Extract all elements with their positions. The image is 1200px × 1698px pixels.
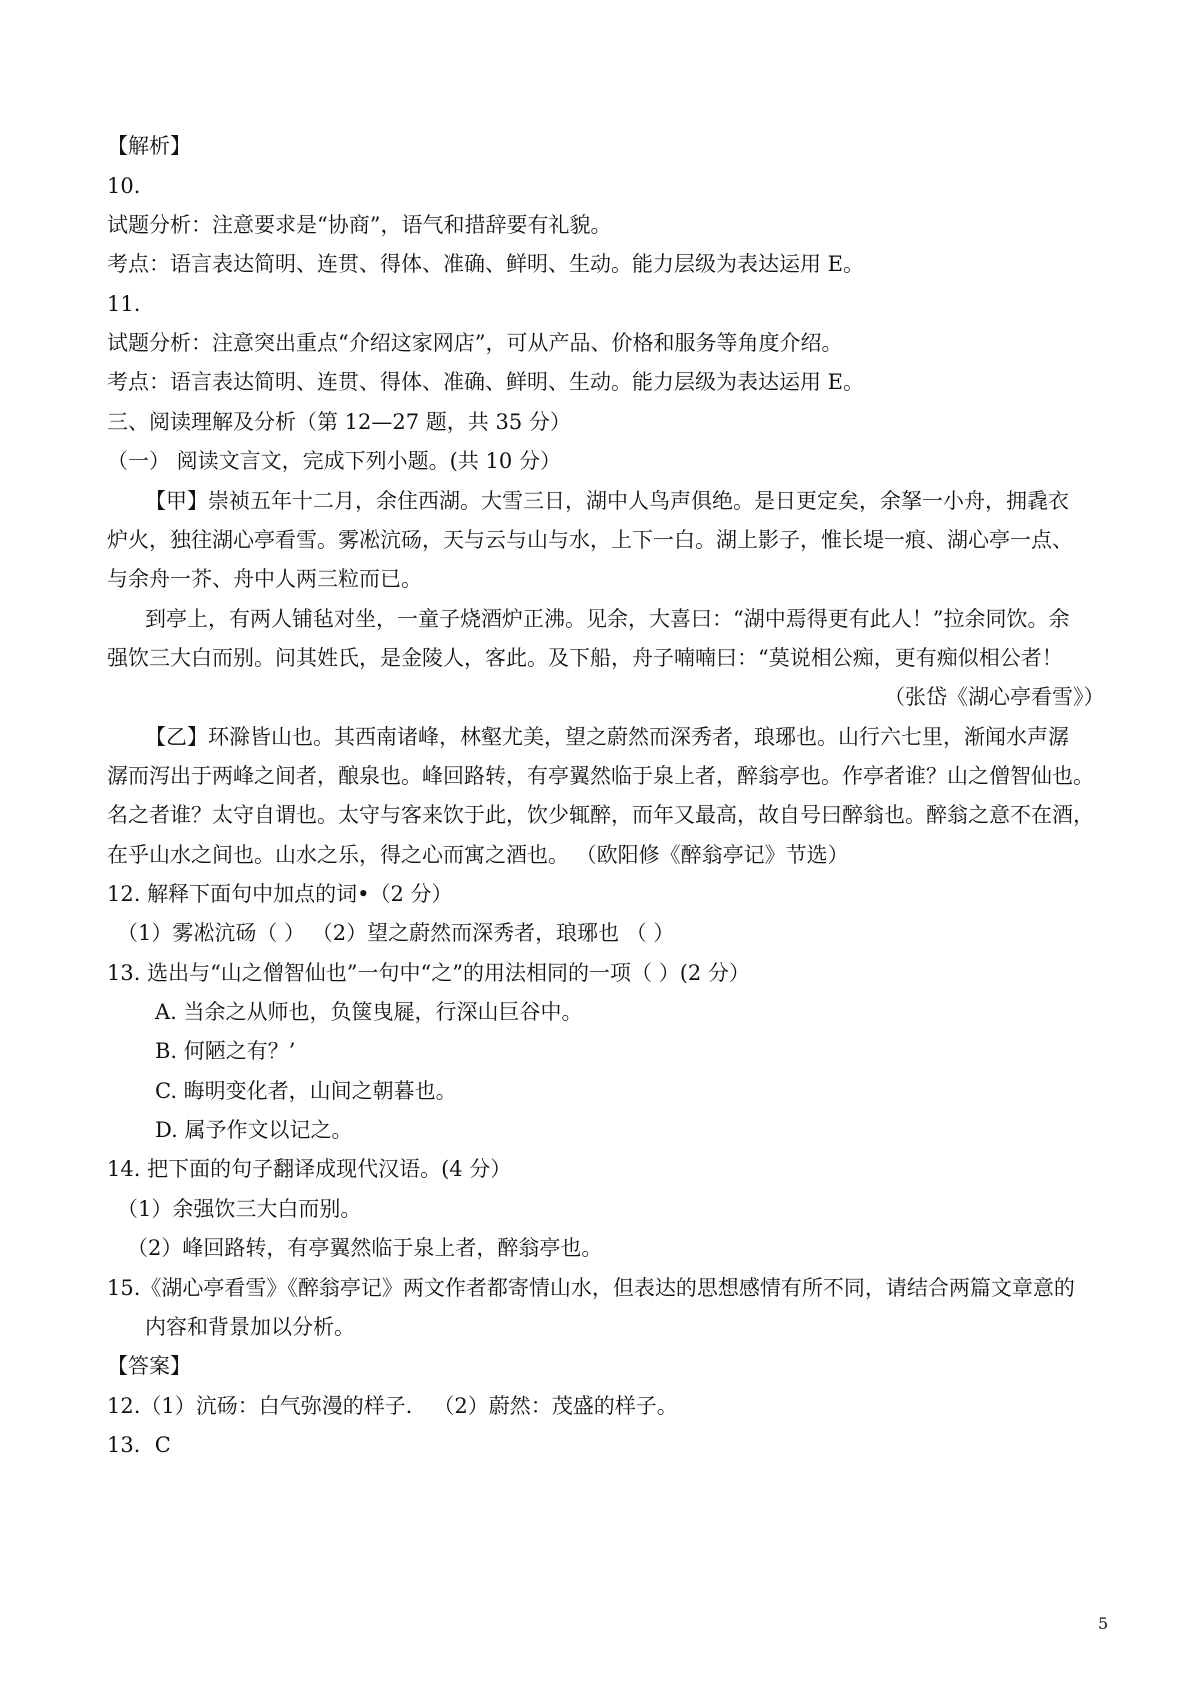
question-14-item-1: （1）余强饮三大白而别。 xyxy=(117,1197,362,1221)
passage-b-line: 潺而泻出于两峰之间者，酿泉也。峰回路转，有亭翼然临于泉上者，醉翁亭也。作亭者谁？山之僧智仙也。 xyxy=(107,764,1094,788)
section-heading-answer: 【答案】 xyxy=(107,1354,191,1378)
question-number: 11. xyxy=(107,292,141,316)
option-d: D. 属予作文以记之。 xyxy=(155,1118,353,1142)
passage-a-line: 到亭上，有两人铺毡对坐，一童子烧酒炉正沸。见余，大喜曰：“湖中焉得更有此人！”拉余同饮。余 xyxy=(145,607,1070,631)
question-14: 14. 把下面的句子翻译成现代汉语。(4 分） xyxy=(107,1157,512,1181)
passage-a-line: 强饮三大白而别。问其姓氏，是金陵人，客此。及下船，舟子喃喃曰：“莫说相公痴，更有痴似相公者！ xyxy=(107,646,1063,670)
option-a: A. 当余之从师也，负箧曳屣，行深山巨谷中。 xyxy=(155,1000,583,1024)
question-12-items: （1）雾凇沆砀（ ） （2）望之蔚然而深秀者，琅琊也 （ ） xyxy=(117,921,675,945)
passage-a-line: 与余舟一芥、舟中人两三粒而已。 xyxy=(107,567,422,591)
passage-b-line: 名之者谁？太守自谓也。太守与客来饮于此，饮少辄醉，而年又最高，故自号曰醉翁也。醉翁之意不在酒， xyxy=(107,803,1094,827)
section-heading-reading: 三、阅读理解及分析（第 12—27 题，共 35 分） xyxy=(107,410,571,434)
page-number: 5 xyxy=(1098,1614,1109,1633)
subsection-heading: （一） 阅读文言文，完成下列小题。(共 10 分） xyxy=(107,449,561,473)
passage-b-line: 在乎山水之间也。山水之乐，得之心而寓之酒也。 （欧阳修《醉翁亭记》节选） xyxy=(107,843,849,867)
answer-12: 12.（1）沆砀：白气弥漫的样子． （2）蔚然：茂盛的样子。 xyxy=(107,1394,678,1418)
knowledge-point-text: 考点：语言表达简明、连贯、得体、准确、鲜明、生动。能力层级为表达运用 E。 xyxy=(107,252,865,276)
question-12: 12. 解释下面句中加点的词•（2 分） xyxy=(107,882,453,906)
option-b: B. 何陋之有？’ xyxy=(155,1039,296,1063)
passage-a-line: 炉火，独往湖心亭看雪。雾凇沆砀，天与云与山与水，上下一白。湖上影子，惟长堤一痕、湖心亭一点、 xyxy=(107,528,1073,552)
question-15-continued: 内容和背景加以分析。 xyxy=(145,1315,355,1339)
question-14-item-2: （2）峰回路转，有亭翼然临于泉上者，醉翁亭也。 xyxy=(127,1236,603,1260)
passage-b-line: 【乙】环滁皆山也。其西南诸峰，林壑尤美，望之蔚然而深秀者，琅琊也。山行六七里，渐闻水声潺 xyxy=(145,725,1069,749)
question-number: 10. xyxy=(107,174,141,198)
knowledge-point-text: 考点：语言表达简明、连贯、得体、准确、鲜明、生动。能力层级为表达运用 E。 xyxy=(107,370,865,394)
section-heading-analysis: 【解析】 xyxy=(107,134,191,158)
answer-13: 13．C xyxy=(107,1433,171,1457)
passage-a-line: 【甲】崇祯五年十二月，余住西湖。大雪三日，湖中人鸟声俱绝。是日更定矣，余拏一小舟，拥毳衣 xyxy=(145,489,1069,513)
analysis-text: 试题分析：注意要求是“协商”，语气和措辞要有礼貌。 xyxy=(107,213,612,237)
analysis-text: 试题分析：注意突出重点“介绍这家网店”，可从产品、价格和服务等角度介绍。 xyxy=(107,331,843,355)
passage-a-source: （张岱《湖心亭看雪》） xyxy=(884,685,1105,709)
question-15: 15.《湖心亭看雪》《醉翁亭记》两文作者都寄情山水，但表达的思想感情有所不同，请结合两篇文章意的 xyxy=(107,1276,1075,1300)
option-c: C. 晦明变化者，山间之朝暮也。 xyxy=(155,1079,457,1103)
question-13: 13. 选出与“山之僧智仙也”一句中“之”的用法相同的一项（ ）(2 分） xyxy=(107,961,750,985)
